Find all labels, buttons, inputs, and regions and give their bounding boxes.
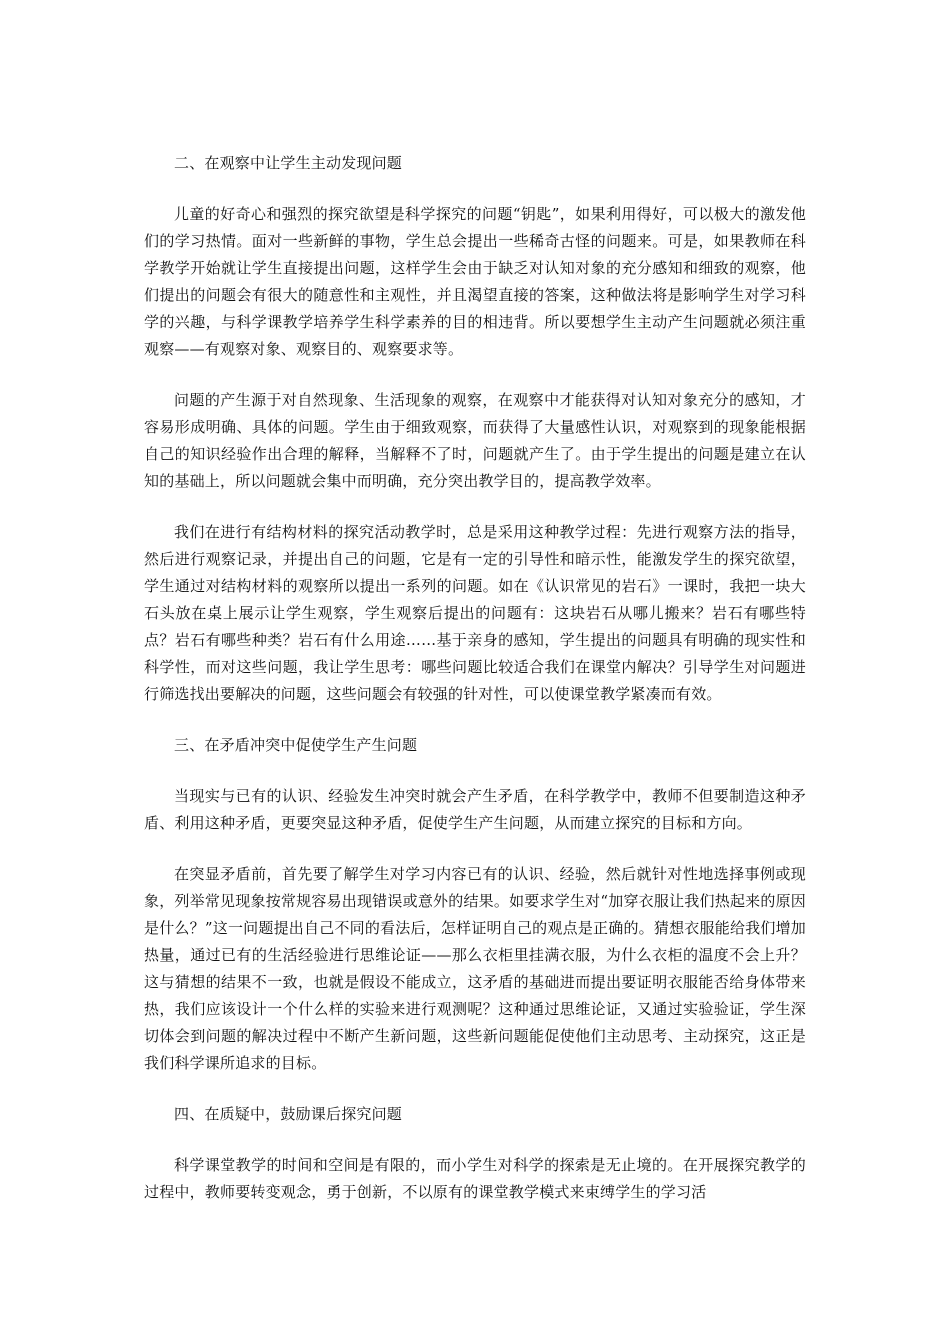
- section-questioning: [144, 1101, 806, 1206]
- section-heading: 四、在质疑中，鼓励课后探究问题: [174, 1105, 403, 1123]
- paragraph: 当现实与已有的认识、经验发生冲突时就会产生矛盾，在科学教学中，教师不但要制造这种矛盾、利用这种矛盾，更要突显这种矛盾，促使学生产生问题，从而建立探究的目标和方向。: [144, 787, 806, 832]
- section-heading: 三、在矛盾冲突中促使学生产生问题: [174, 736, 418, 754]
- section-observation: [144, 150, 806, 708]
- paragraph: 我们在进行有结构材料的探究活动教学时，总是采用这种教学过程：先进行观察方法的指导，然后进行观察记录，并提出自己的问题，它是有一定的引导性和暗示性，能激发学生的探究欲望，学生通过对结构材料的观察所以提出一系列的问题。如在《认识常见的岩石》一课时，我把一块大石头放在桌上展示让学生观察，学生观察后提出的问题有：这块岩石从哪儿搬来？岩石有哪些特点？岩石有哪些种类？岩石有什么用途……基于亲身的感知，学生提出的问题具有明确的现实性和科学性，而对这些问题，我让学生思考：哪些问题比较适合我们在课堂内解决？引导学生对问题进行筛选找出要解决的问题，这些问题会有较强的针对性，可以使课堂教学紧凑而有效。: [144, 523, 806, 703]
- section-contradiction: [144, 732, 806, 1077]
- paragraph: 儿童的好奇心和强烈的探究欲望是科学探究的问题“钥匙”，如果利用得好，可以极大的激发他们的学习热情。面对一些新鲜的事物，学生总会提出一些稀奇古怪的问题来。可是，如果教师在科学教学开始就让学生直接提出问题，这样学生会由于缺乏对认知对象的充分感知和细致的观察，他们提出的问题会有很大的随意性和主观性，并且渴望直接的答案，这种做法将是影响学生对学习科学的兴趣，与科学课教学培养学生科学素养的目的相违背。所以要想学生主动产生问题就必须注重观察——有观察对象、观察目的、观察要求等。: [144, 205, 806, 358]
- paragraph: 问题的产生源于对自然现象、生活现象的观察，在观察中才能获得对认知对象充分的感知，才容易形成明确、具体的问题。学生由于细致观察，而获得了大量感性认识，对观察到的现象能根据自己的知识经验作出合理的解释，当解释不了时，问题就产生了。由于学生提出的问题是建立在认知的基础上，所以问题就会集中而明确，充分突出教学目的，提高教学效率。: [144, 391, 806, 490]
- document-body: [144, 150, 806, 1230]
- section-heading: 二、在观察中让学生主动发现问题: [174, 154, 403, 172]
- paragraph: 在突显矛盾前，首先要了解学生对学习内容已有的认识、经验，然后就针对性地选择事例或现象，列举常见现象按常规容易出现错误或意外的结果。如要求学生对“加穿衣服让我们热起来的原因是什么？”这一问题提出自己不同的看法后，怎样证明自己的观点是正确的。猜想衣服能给我们增加热量，通过已有的生活经验进行思维论证——那么衣柜里挂满衣服，为什么衣柜的温度不会上升？这与猜想的结果不一致，也就是假设不能成立，这矛盾的基础进而提出要证明衣服能否给身体带来热，我们应该设计一个什么样的实验来进行观测呢？这种通过思维论证，又通过实验验证，学生深切体会到问题的解决过程中不断产生新问题，这些新问题能促使他们主动思考、主动探究，这正是我们科学课所追求的目标。: [144, 865, 806, 1072]
- paragraph: 科学课堂教学的时间和空间是有限的，而小学生对科学的探索是无止境的。在开展探究教学的过程中，教师要转变观念，勇于创新，不以原有的课堂教学模式来束缚学生的学习活: [144, 1156, 806, 1201]
